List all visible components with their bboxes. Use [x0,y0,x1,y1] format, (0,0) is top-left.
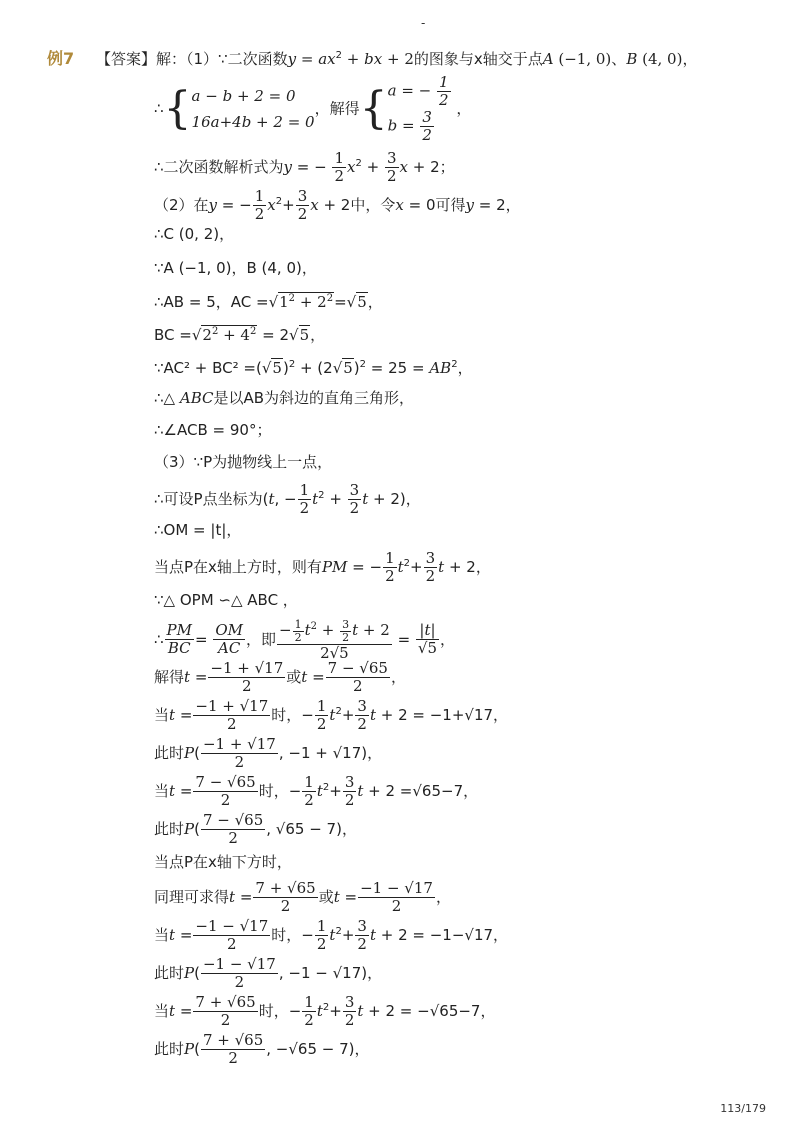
text: ，解得 [314,99,360,118]
text: 是以AB为斜边的直角三角形， [213,389,415,407]
solution-line: 当t = $\frac{-1 - √17}{2}$ 时，− $\frac{1}{2}$ $t^2+$ $\frac{3}{2}$ t + 2 = −1−√17， [154,917,509,953]
solution-line [154,590,298,610]
text: ∴二次函数解析式为 [154,158,284,176]
text: 当点P在x轴下方时， [154,853,292,871]
text: 或 [286,668,302,686]
solution-line: ∵AC² + $BC^2 =(√5)^2 + (2√5)^2 = 25 = AB^2$， [154,359,473,377]
text: 当点P在x轴上方时，则有 [154,558,322,576]
text: 当 [154,926,170,944]
solution-line: 此时P( $\frac{7 + √65}{2}$ , −√65 − 7)， [154,1031,370,1067]
solution-line: BC $=√2^2 + 4^2 = 2√5$， [154,326,326,344]
text: ∵AC² + BC² = [154,359,256,377]
solution-line: 当点P在x轴上方时，则有PM = − $\frac{1}{2}$ $t^2+$ $\frac{3}{2}$ t + 2， [154,549,491,585]
text: 此时 [154,744,185,762]
solution-line: 当t = $\frac{7 - √65}{2}$ 时，− $\frac{1}{2}$ $t^2+$ $\frac{3}{2}$ t + 2 =√65−7， [154,773,479,809]
text: BC = [154,326,192,344]
example-label: 例7 [47,49,75,68]
text: ∴△ [154,389,180,407]
text: 或 [318,888,334,906]
text: 时， [271,926,302,944]
text: ∵A (−1, 0)，B (4, 0)， [154,259,317,277]
solution-line: 解得t = $\frac{-1 + √17}{2}$ 或t = $\frac{7 - √65}{2}$ ， [154,659,406,695]
text: 时， [258,1002,289,1020]
text: 同理可求得 [154,888,230,906]
solution-line: 此时P( $\frac{-1 + √17}{2}$ , −1 + √17)， [154,735,383,771]
solution-line: 当t = $\frac{7 + √65}{2}$ 时，− $\frac{1}{2}$ $t^2+$ $\frac{3}{2}$ t + 2 = −√65−7， [154,993,496,1029]
solution-line [154,520,241,540]
page-number: 113/179 [720,1102,766,1115]
solution-line: ∴{ a − b + 2 = 0 16a+4b + 2 = 0 ，解得{ a = − $\frac{1}{2}$ b = $\frac{3}{2}$ ， [154,73,472,144]
solution-line [154,224,234,244]
text: 可得 [435,196,466,214]
text: 此时 [154,1040,185,1058]
solution-line: ∴△ ABC是以AB为斜边的直角三角形， [154,389,415,407]
text: 当 [154,782,170,800]
text: 当 [154,706,170,724]
solution-line: 此时P( $\frac{7 - √65}{2}$ , √65 − 7)， [154,811,357,847]
text: ，即 [246,630,277,649]
text: 时， [271,706,302,724]
text: 、 [611,50,627,68]
text: 解得 [154,668,185,686]
text: ∴C (0, 2)， [154,225,235,243]
text: 时， [258,782,289,800]
text: ∴∠ACB = 90°； [154,421,272,439]
text: 当 [154,1002,170,1020]
text: ， [682,50,698,68]
solution-line: （2）在y = − $\frac{1}{2}$ $x^2+$ $\frac{3}{2}$ x + 2中，令x = 0可得y = 2， [154,187,521,223]
solution-line: ∴二次函数解析式为y = − $\frac{1}{2}$ $x^2$ + $\frac{3}{2}$ x + 2； [154,149,455,185]
solution-line: ∴ $\frac{PM}{BC}$ = $\frac{OM}{AC}$ ，即 − $\frac{1}{2}$ $t^2$ + $\frac{3}{2}$ t + 2 2√5 = $\frac{|t|}{√5}$ ， [154,617,456,662]
solution-line: 当t = $\frac{-1 + √17}{2}$ 时，− $\frac{1}{2}$ $t^2+$ $\frac{3}{2}$ t + 2 = −1+√17， [154,697,509,733]
header-mark: - [421,16,426,30]
text: ∴AB = 5，AC = [154,293,269,311]
solution-line: 此时P( $\frac{-1 - √17}{2}$ , −1 − √17)， [154,955,383,991]
solution-line [154,420,271,440]
text: ∴OM = |t|， [154,521,242,539]
text: 中，令 [350,196,396,214]
text: ∵△ OPM ∽△ ABC ， [154,591,298,609]
solution-line: ∴可设P点坐标为(t, − $\frac{1}{2}$ $t^2$ + $\frac{3}{2}$ t + 2)， [154,481,421,517]
text: 此时 [154,820,185,838]
solution-line [154,452,332,472]
text: （2）在 [154,196,209,214]
text: 的图象与x轴交于点 [413,50,543,68]
solution-line: ∴AB = 5，AC $=√1^2 + 2^2=√5$， [154,293,383,311]
text: （3）∵P为抛物线上一点， [154,453,333,471]
solution-line [154,258,317,278]
solution-line: 同理可求得t = $\frac{7 + √65}{2}$ 或t = $\frac{-1 - √17}{2}$ ， [154,879,451,915]
solution-line [154,852,292,872]
text: ∴可设P点坐标为 [154,490,263,508]
answer-prefix: 【答案】解：（1）∵二次函数 [96,50,288,68]
solution-line: 【答案】解：（1）∵二次函数$y = ax^2$ + bx + 2的图象与x轴交于点A (−1, 0)、B (4, 0)， [96,50,698,68]
text: 此时 [154,964,185,982]
